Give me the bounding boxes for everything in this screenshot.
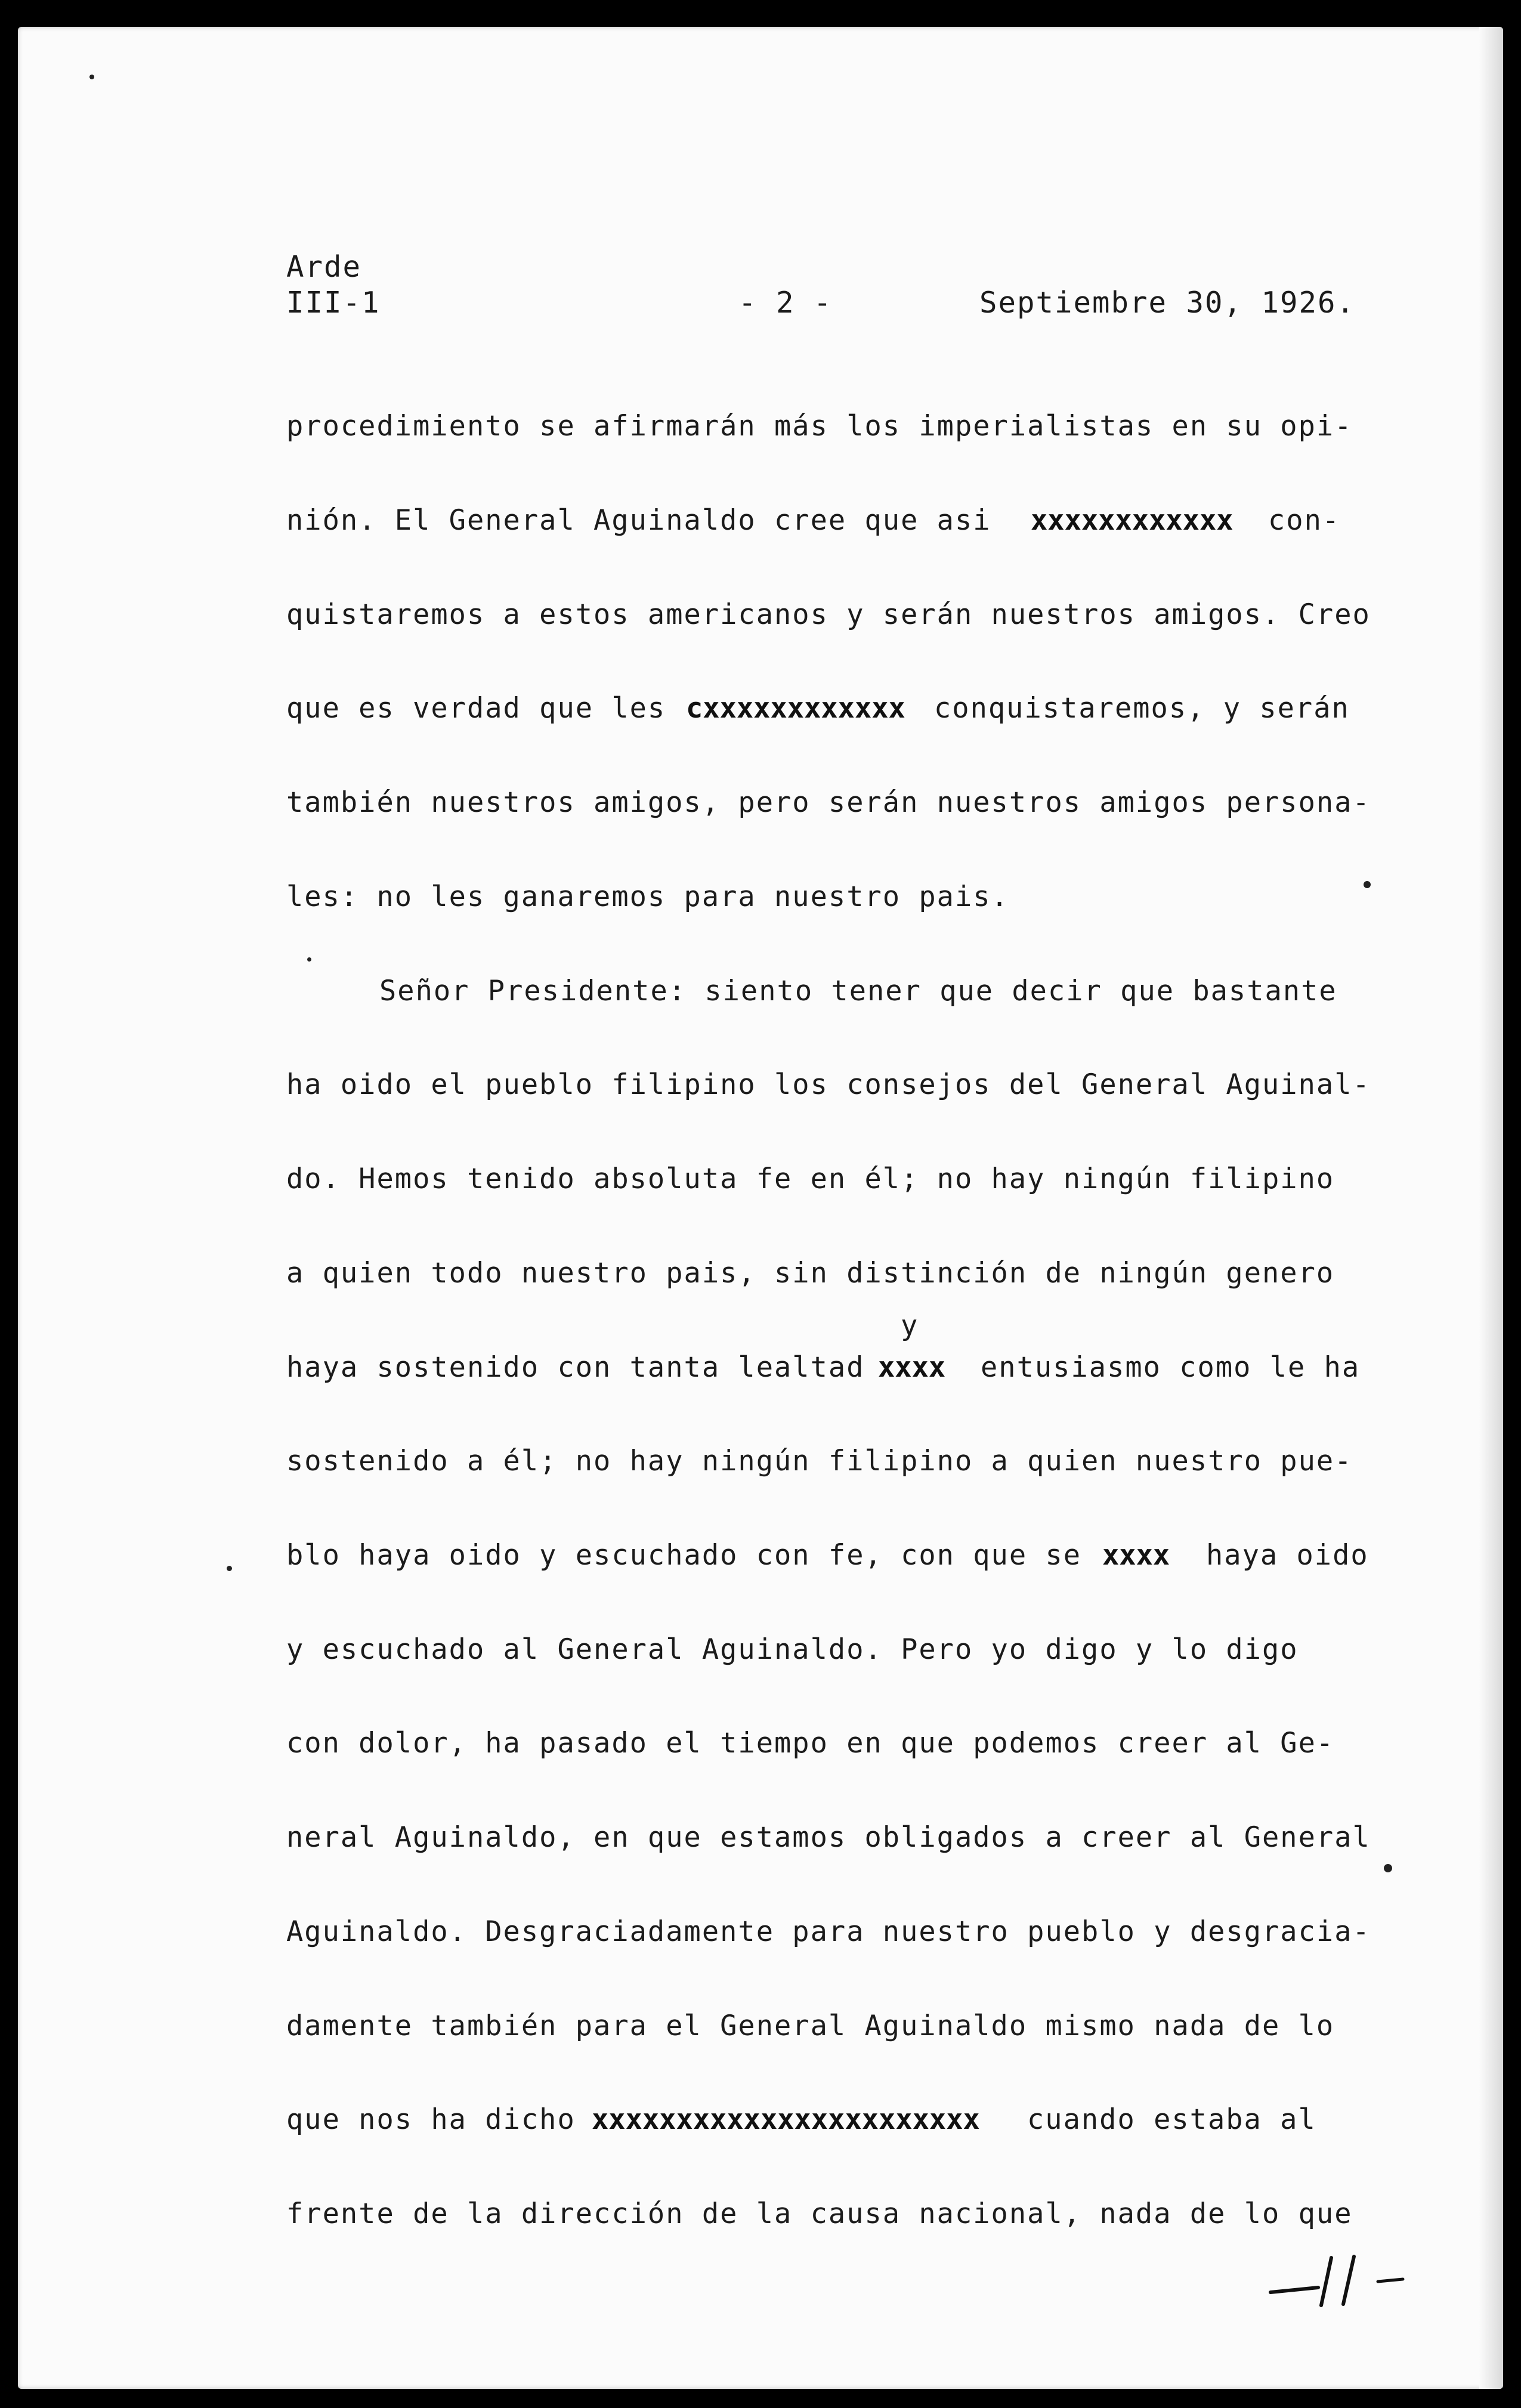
body-line-tail: conquistaremos, y serán [934,692,1350,725]
body-line-tail: entusiasmo como le ha [981,1351,1361,1384]
body-line-tail: con- [1268,504,1341,537]
body-line: que es verdad que les [286,692,666,725]
document-date: Septiembre 30, 1926. [979,286,1356,320]
body-line: les: no les ganaremos para nuestro pais. [286,880,1009,913]
strikeout-text: xxxx [1102,1539,1170,1572]
body-line: quistaremos a estos americanos y serán nuestros amigos. Creo [286,598,1371,631]
scan-speck [89,75,94,79]
body-line: haya sostenido con tanta lealtad [286,1351,865,1384]
strikeout-text: xxxxxxxxxxxx [1031,504,1234,537]
scan-speck [307,957,311,962]
body-line: damente también para el General Aguinaldo mismo nada de lo [286,2010,1335,2042]
strikeout-text: xxxx [878,1351,946,1384]
strikeout-text: xxxxxxxxxxxxxxxxxxxxxxx [592,2103,980,2136]
body-line: nión. El General Aguinaldo cree que asi [286,504,991,537]
body-line-tail: haya oido [1206,1539,1369,1572]
interlinear-insert: y [901,1309,919,1342]
scan-speck [1364,881,1371,888]
body-line: do. Hemos tenido absoluta fe en él; no hay ningún filipino [286,1163,1335,1195]
handwritten-mark [1265,2240,1420,2311]
body-line: Señor Presidente: siento tener que decir que bastante [379,975,1337,1007]
scan-speck [227,1566,232,1571]
body-line: procedimiento se afirmarán más los imperialistas en su opi- [286,410,1353,443]
reference-code-line2: III-1 [286,286,381,320]
body-line: a quien todo nuestro pais, sin distinción de ningún genero [286,1257,1335,1290]
strikeout-text: cxxxxxxxxxxxx [686,692,905,725]
body-line: también nuestros amigos, pero serán nuestros amigos persona- [286,786,1371,819]
page-number: - 2 - [738,286,833,320]
body-line: neral Aguinaldo, en que estamos obligados a creer al General [286,1821,1371,1854]
body-line: ha oido el pueblo filipino los consejos del General Aguinal- [286,1068,1371,1101]
body-line: blo haya oido y escuchado con fe, con que se [286,1539,1082,1572]
body-line-tail: cuando estaba al [1027,2103,1316,2136]
body-line: que nos ha dicho [286,2103,576,2136]
body-line: sostenido a él; no hay ningún filipino a quien nuestro pue- [286,1445,1353,1477]
body-line: frente de la dirección de la causa nacional, nada de lo que [286,2197,1353,2230]
scan-speck [1384,1864,1392,1872]
body-line: Aguinaldo. Desgraciadamente para nuestro pueblo y desgracia- [286,1915,1371,1948]
typewritten-page [18,27,1503,2389]
body-line: con dolor, ha pasado el tiempo en que podemos creer al Ge- [286,1727,1335,1760]
body-line: y escuchado al General Aguinaldo. Pero yo digo y lo digo [286,1633,1299,1666]
reference-code-line1: Arde [286,250,362,284]
